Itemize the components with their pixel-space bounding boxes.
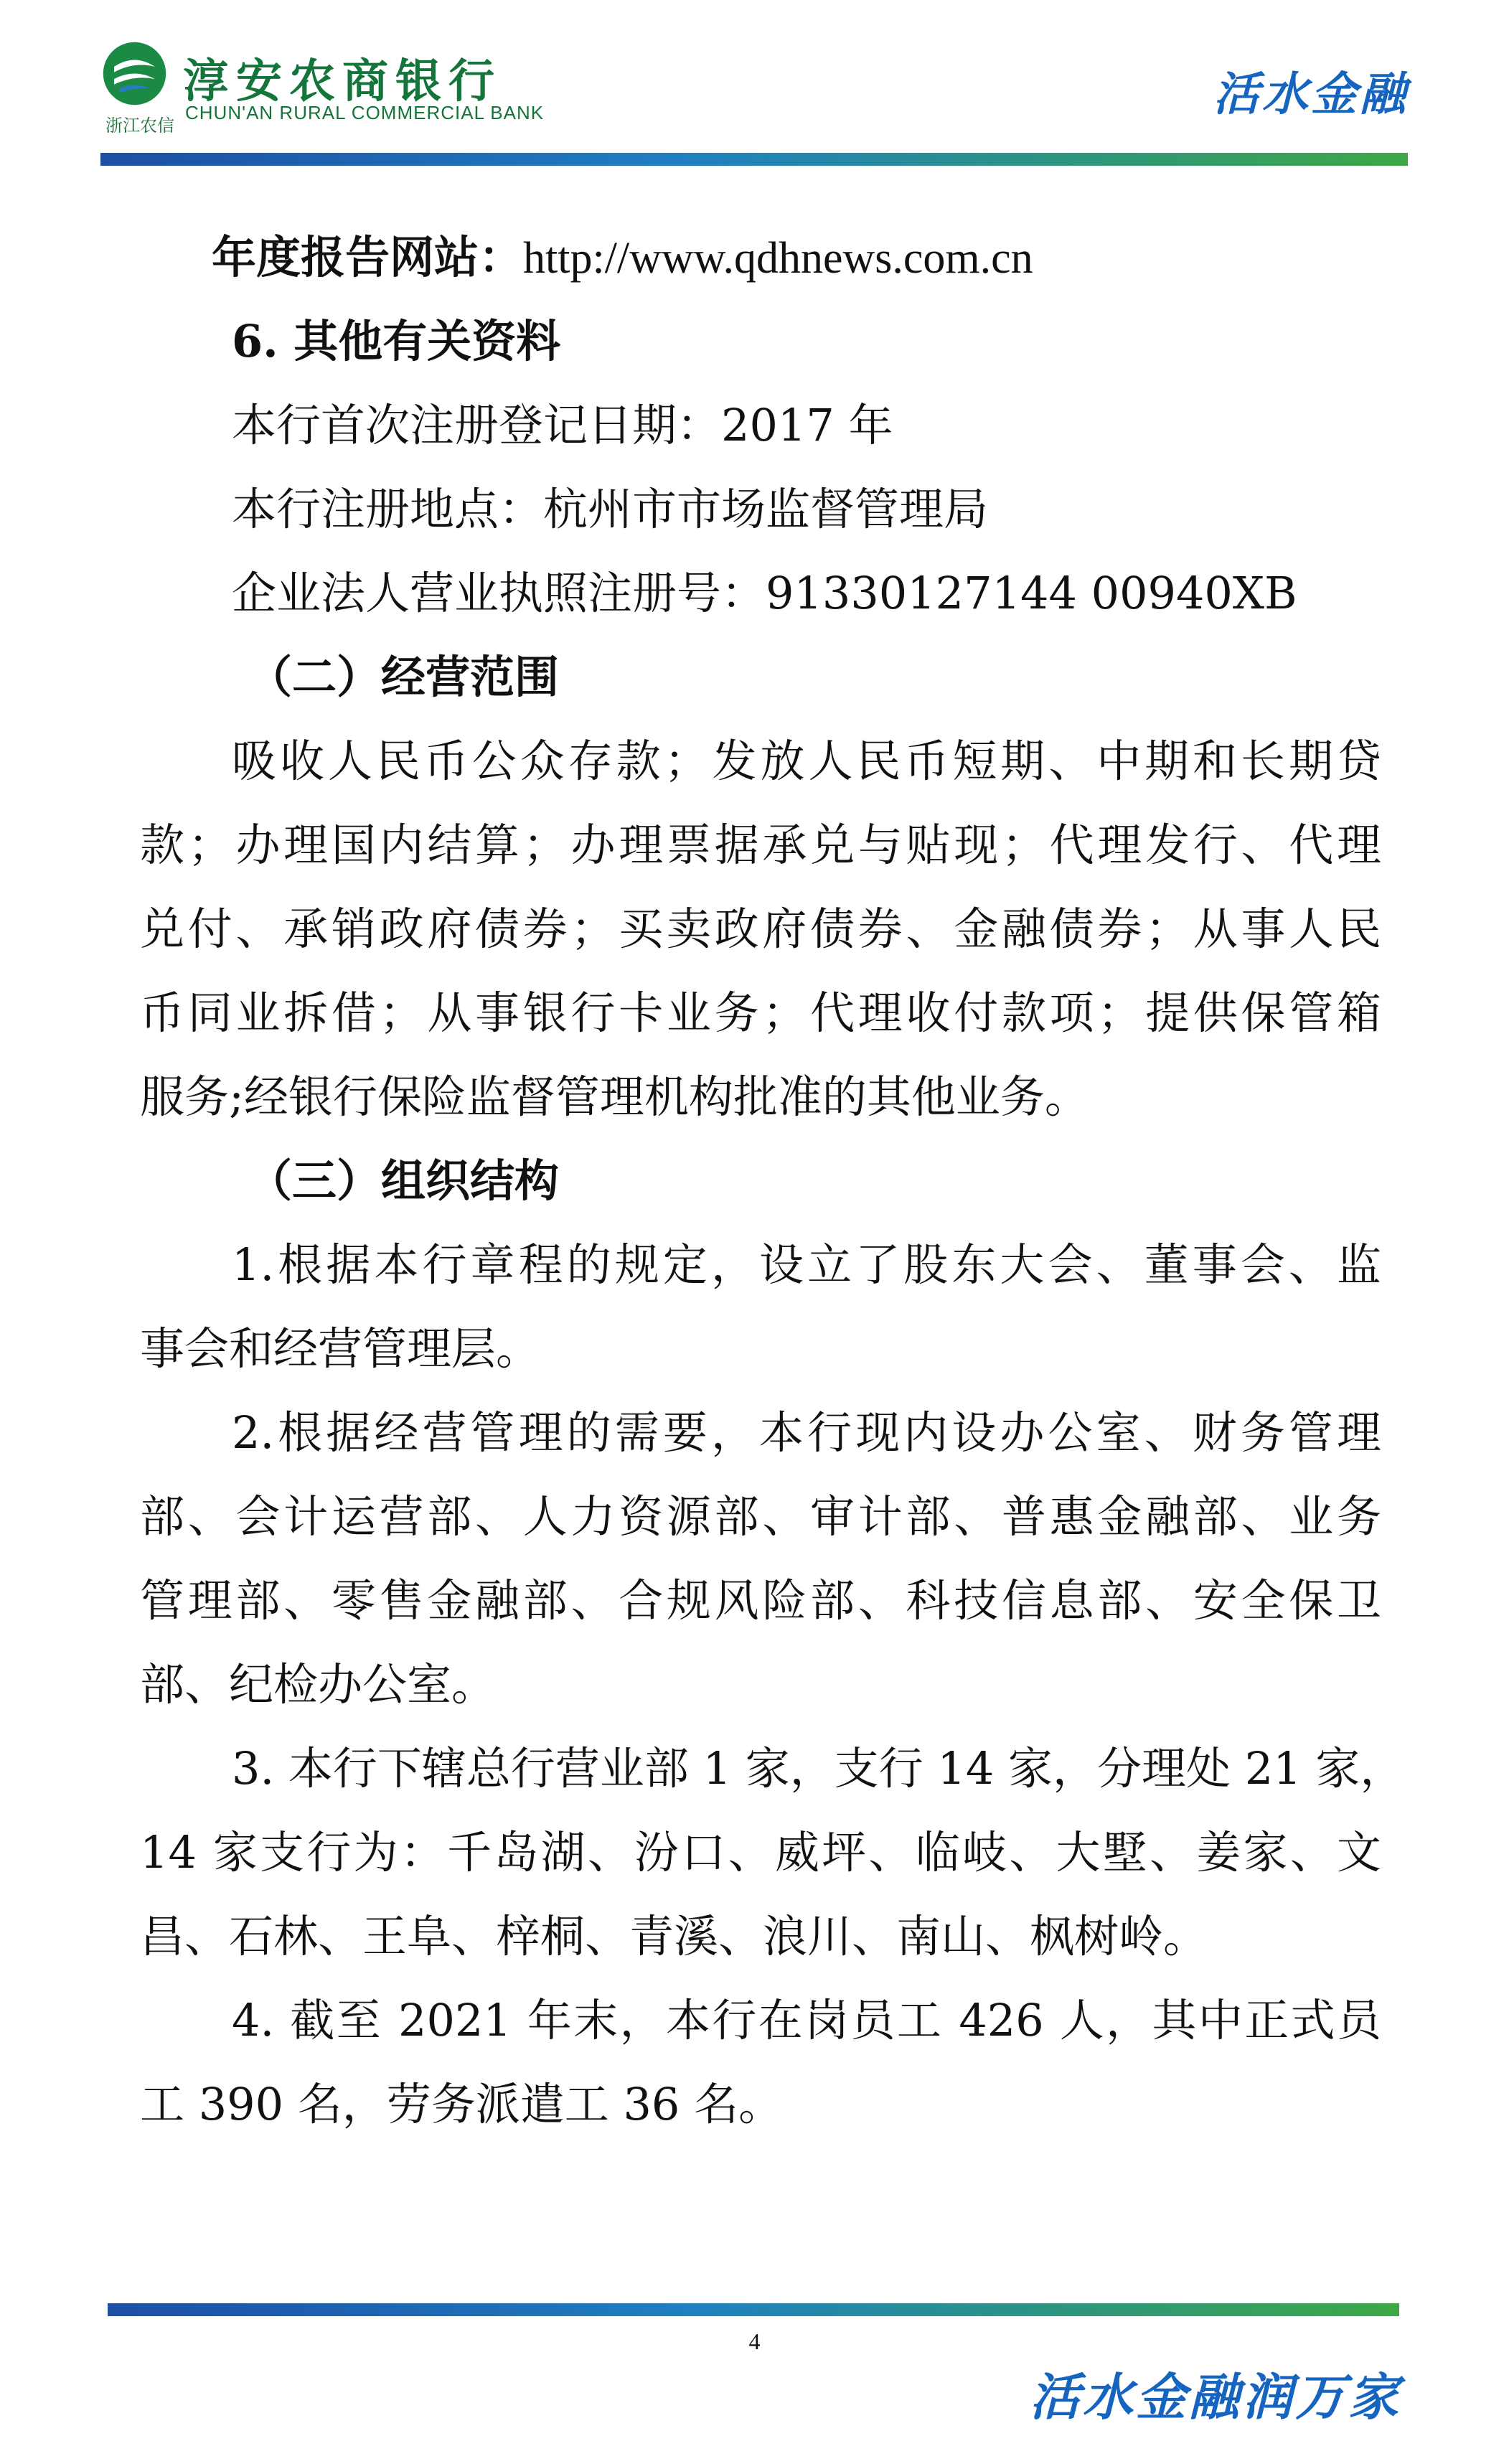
website-line xyxy=(140,215,1381,299)
scope-line: 服务;经银行保险监督管理机构批准的其他业务。 xyxy=(140,1071,1089,1123)
org-item-2: 部、纪检办公室。 xyxy=(140,1658,497,1711)
section-6-heading: 6. 其他有关资料 xyxy=(232,315,561,367)
footer-slogan: 活水金融润万家 xyxy=(1030,2367,1401,2427)
org-item-3: 14 家支行为：千岛湖、汾口、威坪、临岐、大墅、姜家、文 xyxy=(140,1826,1381,1878)
org-item-4: 4. 截至 2021 年末，本行在岗员工 426 人，其中正式员 xyxy=(232,1994,1381,2046)
scope-line: 款；办理国内结算；办理票据承兑与贴现；代理发行、代理 xyxy=(140,819,1381,871)
scope-line: 币同业拆借；从事银行卡业务；代理收付款项；提供保管箱 xyxy=(140,987,1381,1039)
document-body xyxy=(140,215,1405,2146)
bank-name-en: CHUN'AN RURAL COMMERCIAL BANK xyxy=(185,102,545,123)
license-number: 企业法人营业执照注册号：91330127144 00940XB xyxy=(232,567,1297,619)
website-label: 年度报告网站： xyxy=(212,231,524,283)
registration-place: 本行注册地点：杭州市市场监督管理局 xyxy=(232,483,989,535)
org-item-4: 工 390 名，劳务派遣工 36 名。 xyxy=(140,2078,784,2130)
org-item-1: 1.根据本行章程的规定，设立了股东大会、董事会、监 xyxy=(232,1238,1381,1291)
scope-line: 吸收人民币公众存款；发放人民币短期、中期和长期贷 xyxy=(232,735,1381,787)
registration-date: 本行首次注册登记日期：2017 年 xyxy=(232,399,893,451)
org-item-2: 2.根据经营管理的需要，本行现内设办公室、财务管理 xyxy=(232,1406,1381,1459)
scope-line: 兑付、承销政府债券；买卖政府债券、金融债券；从事人民 xyxy=(140,903,1381,955)
footer-divider xyxy=(108,2303,1399,2316)
org-item-2: 管理部、零售金融部、合规风险部、科技信息部、安全保卫 xyxy=(140,1574,1381,1627)
org-heading: （三）组织结构 xyxy=(248,1155,560,1207)
header-slogan: 活水金融 xyxy=(1213,67,1409,121)
scope-heading: （二）经营范围 xyxy=(248,651,560,703)
org-item-3: 3. 本行下辖总行营业部 1 家，支行 14 家，分理处 21 家， xyxy=(232,1742,1405,1795)
header-divider xyxy=(100,153,1408,166)
page-number: 4 xyxy=(748,2328,761,2354)
logo-subtitle: 浙江农信 xyxy=(105,116,174,136)
org-item-3: 昌、石林、王阜、梓桐、青溪、浪川、南山、枫树岭。 xyxy=(140,1910,1208,1962)
page-header xyxy=(0,0,1509,172)
org-item-2: 部、会计运营部、人力资源部、审计部、普惠金融部、业务 xyxy=(140,1490,1381,1543)
org-item-1: 事会和经营管理层。 xyxy=(140,1322,541,1375)
website-url: http://www.qdhnews.com.cn xyxy=(523,234,1033,283)
bank-logo-icon xyxy=(100,39,169,108)
bank-name-cn: 淳安农商银行 xyxy=(183,55,502,108)
